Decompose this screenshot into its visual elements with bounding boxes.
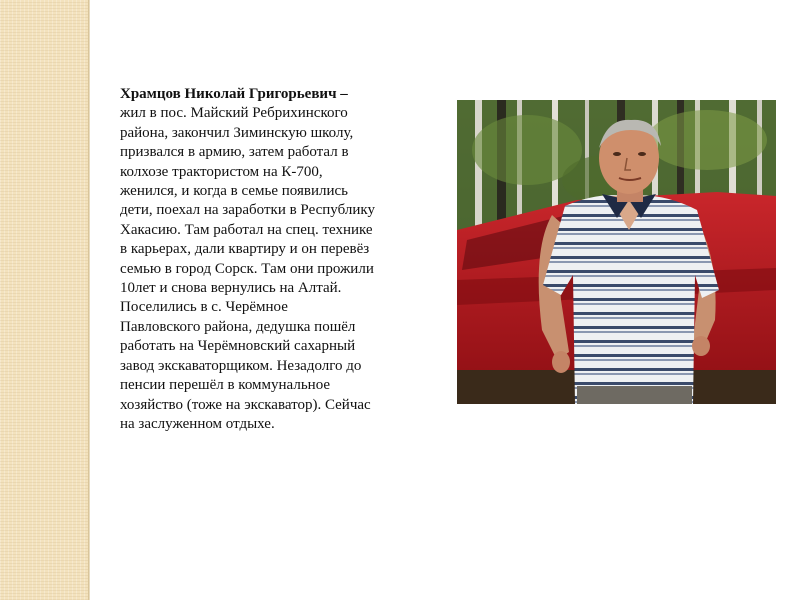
decorative-side-strip [0, 0, 89, 600]
side-strip-edge [89, 0, 90, 600]
biography-body: жил в пос. Майский Ребрихинского района, закончил Зиминскую школу, призвался в армию, затем работал в колхозе трактористом на К-700, женился, и когда в семье появились дети, поехал на заработки в Республику Хакасию. Там работал на спец. технике в карьерах, дали квартиру и он перевёз семью в город Сорск. Там они прожили 10лет и снова вернулись на Алтай. Поселились в с. Черёмное Павловского района, дедушка пошёл работать на Черёмновский сахарный завод экскаваторщиком. Незадолго до пенсии перешёл в коммунальное хозяйство (тоже на экскаватор). Сейчас на заслуженном отдыхе. [120, 105, 375, 432]
person-name: Храмцов Николай Григорьевич – [120, 86, 348, 102]
portrait-photo [457, 100, 776, 404]
biography-text [120, 85, 432, 434]
